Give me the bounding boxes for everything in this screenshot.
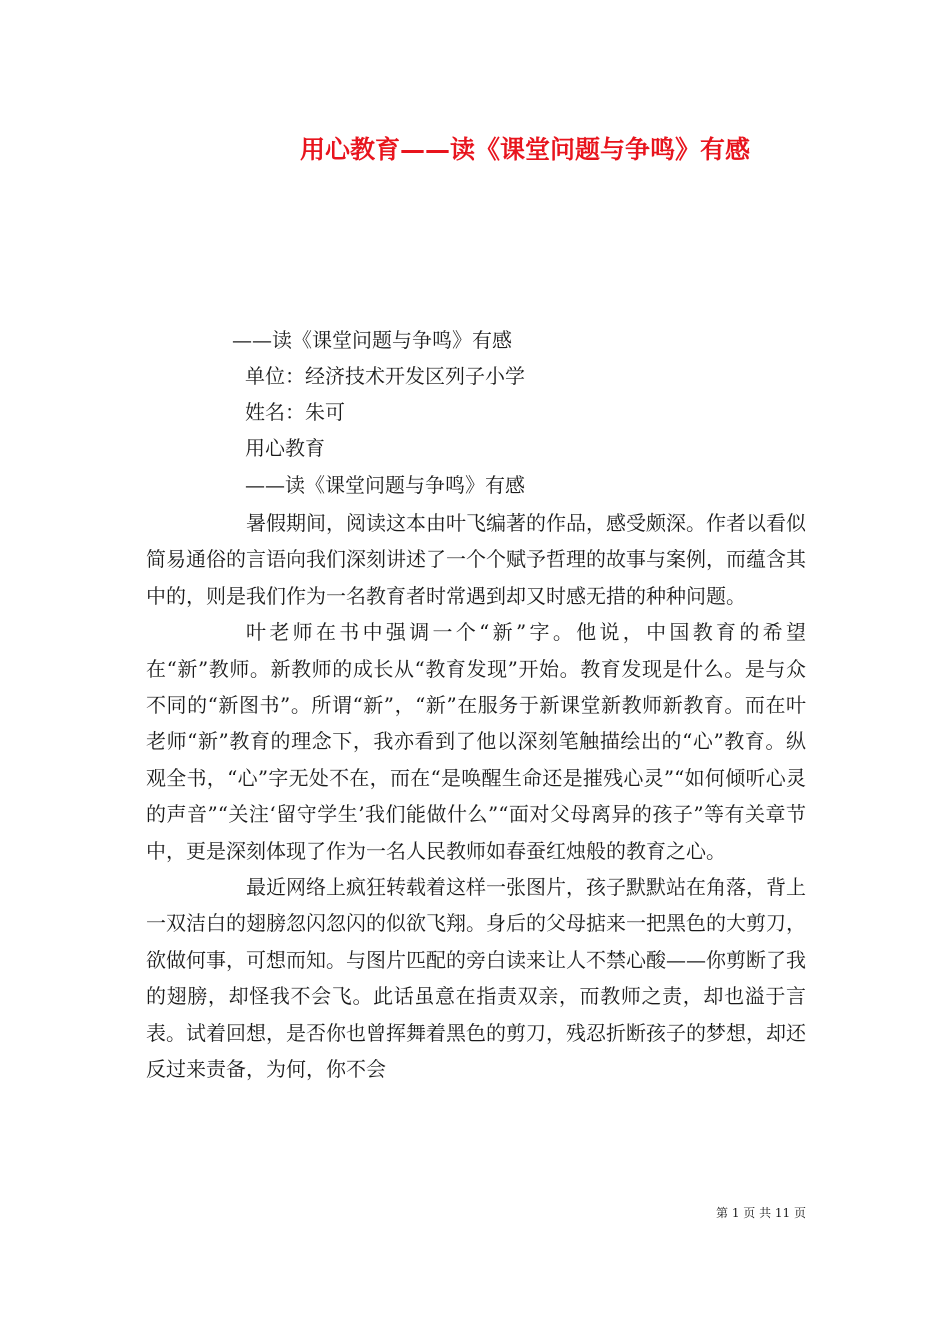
paragraph: 叶老师在书中强调一个“新”字。他说，中国教育的希望在“新”教师。新教师的成长从“教育发现”开始。教育发现是什么。是与众不同的“新图书”。所谓“新”，“新”在服务于新课堂新教师新教育。而在叶老师“新”教育的理念下，我亦看到了他以深刻笔触描绘出的“心”教育。纵观全书，“心”字无处不在，而在“是唤醒生命还是摧残心灵”“如何倾听心灵的声音”“关注‘留守学生’我们能做什么”“面对父母离异的孩子”等有关章节中，更是深刻体现了作为一名人民教师如春蚕红烛般的教育之心。 bbox=[146, 620, 806, 863]
article-body bbox=[146, 505, 806, 1088]
article-heading: 用心教育 bbox=[245, 436, 325, 460]
article-subheading: ——读《课堂问题与争鸣》有感 bbox=[245, 473, 525, 497]
subtitle-line: ——读《课堂问题与争鸣》有感 bbox=[232, 328, 512, 352]
page-title: 用心教育——读《课堂问题与争鸣》有感 bbox=[299, 135, 750, 164]
paragraph: 最近网络上疯狂转载着这样一张图片，孩子默默站在角落，背上一双洁白的翅膀忽闪忽闪的似欲飞翔。身后的父母掂来一把黑色的大剪刀，欲做何事，可想而知。与图片匹配的旁白读来让人不禁心酸——你剪断了我的翅膀，却怪我不会飞。此话虽意在指责双亲，而教师之责，却也溢于言表。试着回想，是否你也曾挥舞着黑色的剪刀，残忍折断孩子的梦想，却还反过来责备，为何，你不会 bbox=[146, 875, 806, 1082]
page-number: 第 1 页 共 11 页 bbox=[716, 1206, 806, 1220]
author-unit: 单位：经济技术开发区列子小学 bbox=[245, 364, 525, 388]
author-name: 姓名：朱可 bbox=[245, 400, 345, 424]
paragraph: 暑假期间，阅读这本由叶飞编著的作品，感受颇深。作者以看似简易通俗的言语向我们深刻讲述了一个个赋予哲理的故事与案例，而蕴含其中的，则是我们作为一名教育者时常遇到却又时感无措的种种问题。 bbox=[146, 511, 806, 608]
